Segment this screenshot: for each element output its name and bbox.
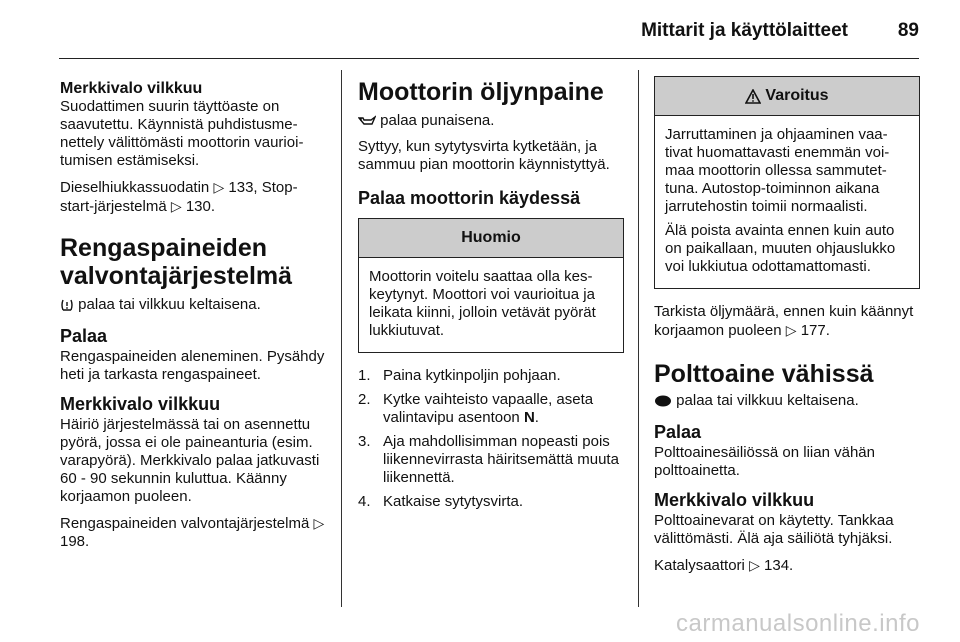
heading-blink-tpms: Merkkivalo vilkkuu <box>60 394 221 414</box>
heading-on: Palaa <box>60 326 108 346</box>
tpms-indicator-line: palaa tai vilkkuu keltaisena. <box>60 296 330 314</box>
steps-list <box>358 367 624 511</box>
list-item: 3. Aja mahdollisimman nopeasti pois liikennevirrasta häiritsemättä muuta liikennettä. <box>358 433 619 486</box>
notice-box <box>358 218 624 353</box>
column-3 <box>654 72 920 583</box>
warning-text-1: Jarruttaminen ja ohjaaminen vaativat huomattavasti enemmän voimaa moottorin ollessa sammutettuna. Autostop-toiminnon aikana jarrutehostin toimii normaalisti. <box>665 126 890 215</box>
xref-arrow-icon[interactable]: ▷ <box>313 515 325 531</box>
fuel-indicator-icon <box>654 395 672 407</box>
xref-arrow-icon[interactable]: ▷ <box>785 322 797 338</box>
check-oil-text: Tarkista öljymäärä, ennen kuin käännyt korjaamon puoleen ▷ 177. <box>654 303 914 339</box>
xref-arrow-icon[interactable]: ▷ <box>213 179 225 195</box>
xref-arrow-icon[interactable]: ▷ <box>749 557 760 573</box>
list-item: 1. Paina kytkinpoljin pohjaan. <box>358 367 561 384</box>
tpms-on-text: Rengaspaineiden aleneminen. Pysähdy heti ja tarkasta rengaspaineet. <box>60 348 325 383</box>
heading-on: Palaa <box>654 422 702 442</box>
warning-triangle-icon <box>745 89 761 104</box>
fuel-on-text: Polttoainesäiliössä on liian vähän polttoainetta. <box>654 444 875 479</box>
watermark: carmanualsonline.info <box>676 610 920 637</box>
chapter-title: Mittarit ja käyttölaitteet <box>641 20 848 41</box>
filter-text: Suodattimen suurin täyttöaste on saavutettu. Käynnistä puhdistusmenettely välittömästi moottorin vaurioitumisen estämiseksi. <box>60 98 304 169</box>
heading-running: Palaa moottorin käydessä <box>358 188 581 208</box>
catalyst-ref: Katalysaattori ▷ 134. <box>654 557 794 574</box>
oil-text: Syttyy, kun sytytysvirta kytketään, ja sammuu pian moottorin käynnistyttyä. <box>358 138 610 173</box>
notice-title: Huomio <box>359 219 623 258</box>
header-rule <box>59 58 919 59</box>
heading-oil-pressure: Moottorin öljynpaine <box>358 78 604 106</box>
notice-text: Moottorin voitelu saattaa olla keskeytynyt. Moottori voi vaurioitua ja leikata kiinni, jolloin vetävät pyörät lukkiutuvat. <box>369 268 596 339</box>
warning-box <box>654 76 920 289</box>
heading-tpms: Rengaspaineiden valvontajärjestelmä <box>60 234 293 290</box>
list-item: 2. Kytke vaihteisto vapaalle, aseta valintavipu asentoon N. <box>358 391 594 426</box>
filter-refs: Dieselhiukkassuodatin ▷ 133, Stop-start-järjestelmä ▷ 130. <box>60 179 298 215</box>
page-number: 89 <box>897 20 919 41</box>
fuel-indicator-line: palaa tai vilkkuu keltaisena. <box>654 392 920 410</box>
warning-text-2: Älä poista avainta ennen kuin auto on paikallaan, muuten ohjauslukko voi lukkiutua odottamattomasti. <box>665 222 896 275</box>
tire-pressure-icon <box>60 298 74 312</box>
xref-arrow-icon[interactable]: ▷ <box>170 198 182 214</box>
column-divider-1 <box>341 70 342 607</box>
heading-fuel: Polttoaine vähissä <box>654 360 874 388</box>
oil-indicator-line: palaa punaisena. <box>358 112 624 130</box>
tpms-blink-text: Häiriö järjestelmässä tai on asennettu pyörä, jossa ei ole paineanturia (esim. varapyörä). Merkkivalo palaa jatkuvasti 60 - 90 sekunnin kuluttua. Käänny korjaamon puoleen. <box>60 416 320 505</box>
heading-blink-filter: Merkkivalo vilkkuu <box>60 80 203 97</box>
list-item: 4. Katkaise sytytysvirta. <box>358 493 524 510</box>
oil-can-icon <box>358 115 376 127</box>
warning-title: Varoitus <box>765 87 829 104</box>
fuel-blink-text: Polttoainevarat on käytetty. Tankkaa välittömästi. Älä aja säiliötä tyhjäksi. <box>654 512 894 547</box>
page-header <box>0 0 960 44</box>
heading-blink-fuel: Merkkivalo vilkkuu <box>654 490 815 510</box>
tpms-ref: Rengaspaineiden valvontajärjestelmä ▷ 198. <box>60 515 325 550</box>
warning-header <box>655 77 919 116</box>
column-divider-2 <box>638 70 639 607</box>
column-1 <box>60 72 330 559</box>
column-2 <box>358 72 624 517</box>
